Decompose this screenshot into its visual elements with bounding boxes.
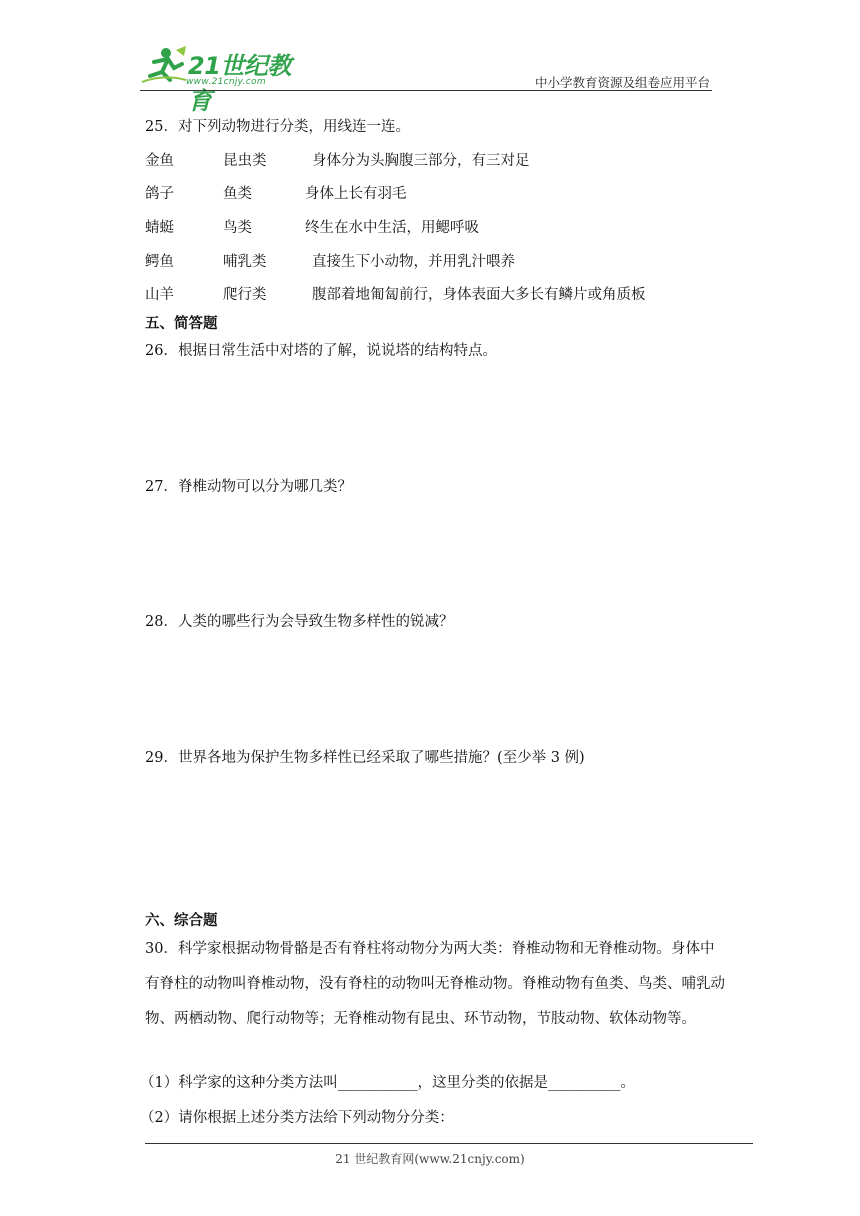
animal-item: 鸽子 bbox=[145, 186, 174, 202]
section-5-title: 五、简答题 bbox=[145, 316, 218, 332]
class-item: 鱼类 bbox=[223, 186, 252, 202]
section-6-title: 六、综合题 bbox=[145, 913, 218, 929]
logo-url: www.21cnjy.com bbox=[186, 77, 266, 87]
question-28: 28．人类的哪些行为会导致生物多样性的锐减？ bbox=[145, 614, 454, 630]
platform-title: 中小学教育资源及组卷应用平台 bbox=[534, 75, 710, 90]
animal-item: 山羊 bbox=[145, 287, 174, 303]
animal-item: 鳄鱼 bbox=[145, 254, 174, 270]
description-item: 直接生下小动物，并用乳汁喂养 bbox=[312, 254, 515, 270]
description-item: 身体分为头胸腹三部分，有三对足 bbox=[312, 153, 530, 169]
question-29: 29．世界各地为保护生物多样性已经采取了哪些措施？(至少举 3 例) bbox=[145, 750, 585, 766]
description-item: 身体上长有羽毛 bbox=[305, 186, 407, 202]
description-item: 终生在水中生活，用鳃呼吸 bbox=[305, 220, 479, 236]
site-logo bbox=[140, 44, 310, 115]
description-item: 腹部着地匍匐前行，身体表面大多长有鳞片或角质板 bbox=[312, 287, 646, 303]
question-30-part-2: （2）请你根据上述分类方法给下列动物分分类： bbox=[140, 1110, 454, 1126]
footer-text: 21 世纪教育网(www.21cnjy.com) bbox=[335, 1152, 525, 1166]
class-item: 鸟类 bbox=[223, 220, 252, 236]
footer-divider bbox=[145, 1143, 753, 1144]
question-25-prompt: 25．对下列动物进行分类，用线连一连。 bbox=[145, 119, 410, 135]
class-item: 哺乳类 bbox=[223, 254, 267, 270]
class-item: 爬行类 bbox=[223, 287, 267, 303]
runner-logo-icon bbox=[140, 44, 188, 88]
question-27: 27．脊椎动物可以分为哪几类？ bbox=[145, 479, 352, 495]
animal-item: 蜻蜓 bbox=[145, 220, 174, 236]
animal-item: 金鱼 bbox=[145, 153, 174, 169]
question-30-text: 30．科学家根据动物骨骼是否有脊柱将动物分为两大类：脊椎动物和无脊椎动物。身体中有脊柱的动物叫脊椎动物，没有脊柱的动物叫无脊椎动物。脊椎动物有鱼类、鸟类、哺乳动物、两栖动物、爬行动物等；无脊椎动物有昆虫、环节动物，节肢动物、软体动物等。 bbox=[145, 941, 725, 1027]
header-divider bbox=[140, 90, 712, 91]
class-item: 昆虫类 bbox=[223, 153, 267, 169]
logo-text: 21世纪教育 bbox=[188, 52, 291, 115]
question-26: 26．根据日常生活中对塔的了解，说说塔的结构特点。 bbox=[145, 343, 497, 359]
question-30-part-1: （1）科学家的这种分类方法叫___________，这里分类的依据是__________。 bbox=[140, 1075, 635, 1091]
